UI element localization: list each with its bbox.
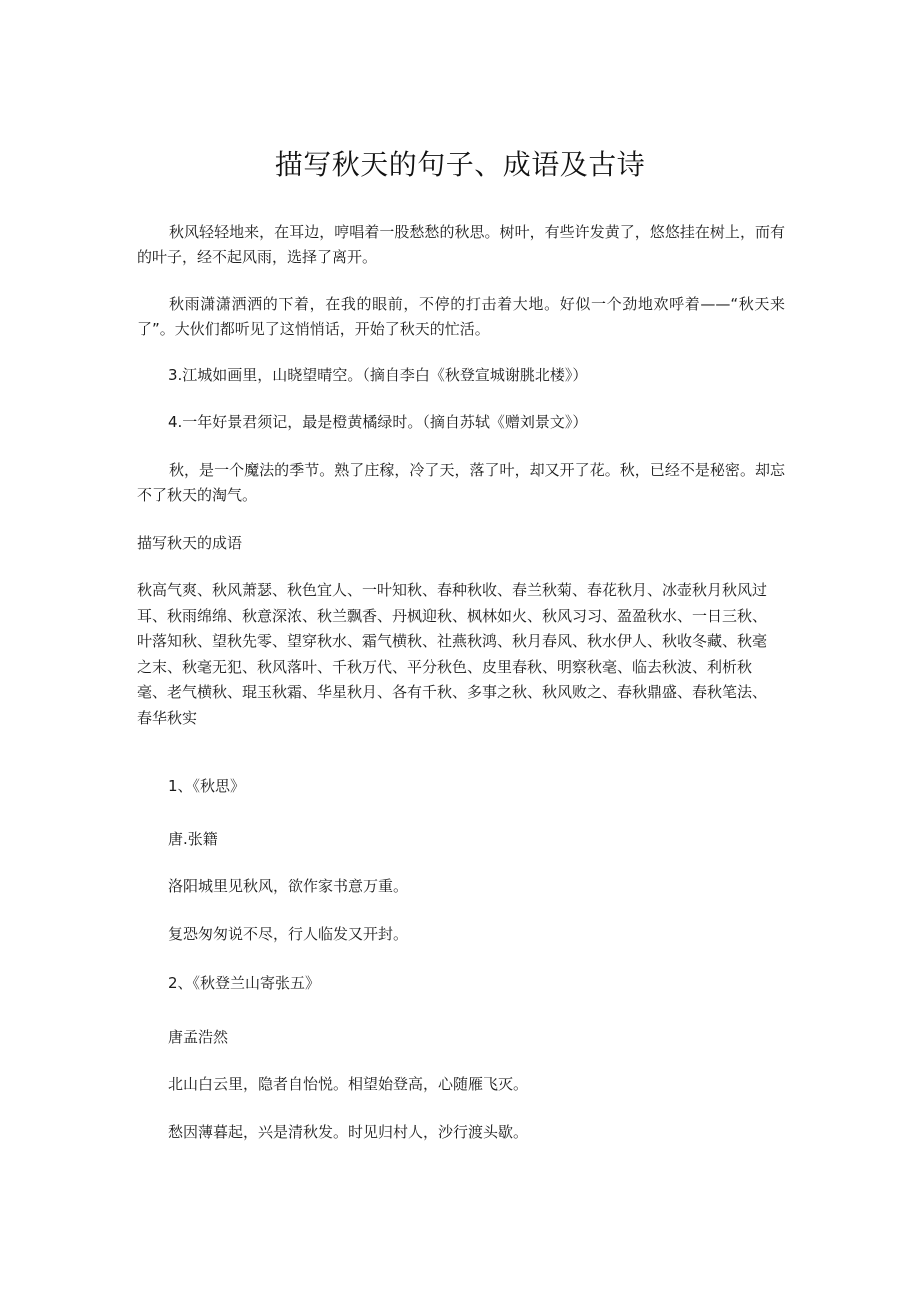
sentence-paragraph-5: 秋，是一个魔法的季节。熟了庄稼，冷了天，落了叶，却又开了花。秋，已经不是秘密。却忘不了秋天的淘气。: [137, 461, 785, 504]
page-title: 描写秋天的句子、成语及古诗: [274, 148, 646, 181]
idiom-list: 秋高气爽、秋风萧瑟、秋色宜人、一叶知秋、春种秋收、春兰秋菊、春花秋月、冰壶秋月秋风过耳、秋雨绵绵、秋意深浓、秋兰飘香、丹枫迎秋、枫林如火、秋风习习、盈盈秋水、一日三秋、叶落知秋、望秋先零、望穿秋水、霜气横秋、社燕秋鸿、秋月春风、秋水伊人、秋收冬藏、秋毫之末、秋毫无犯、秋风落叶、千秋万代、平分秋色、皮里春秋、明察秋毫、临去秋波、利析秋毫、老气横秋、琨玉秋霜、华星秋月、各有千秋、多事之秋、秋风败之、春秋鼎盛、春秋笔法、春华秋实: [137, 581, 768, 727]
sentence-paragraph-2: 秋雨潇潇洒洒的下着，在我的眼前，不停的打击着大地。好似一个劲地欢呼着——“秋天来了”。大伙们都听见了这悄悄话，开始了秋天的忙活。: [137, 295, 785, 338]
poem-2-author: 唐孟浩然: [168, 1028, 229, 1046]
poem-1-line-2: 复恐匆匆说不尽，行人临发又开封。: [168, 925, 409, 943]
poem-1-line-1: 洛阳城里见秋风，欲作家书意万重。: [168, 877, 409, 895]
poem-2-line-2: 愁因薄暮起，兴是清秋发。时见归村人，沙行渡头歇。: [168, 1123, 529, 1141]
idiom-heading: 描写秋天的成语: [137, 534, 243, 552]
poem-1-author: 唐.张籍: [168, 830, 218, 848]
poem-1-title: 1、《秋思》: [168, 777, 246, 795]
sentence-quote-4: 4.一年好景君须记，最是橙黄橘绿时。（摘自苏轼《赠刘景文》）: [168, 413, 588, 431]
poem-2-title: 2、《秋登兰山寄张五》: [168, 974, 321, 992]
sentence-quote-3: 3.江城如画里，山晓望晴空。（摘自李白《秋登宣城谢朓北楼》）: [168, 366, 588, 384]
sentence-paragraph-1: 秋风轻轻地来，在耳边，哼唱着一股愁愁的秋思。树叶，有些许发黄了，悠悠挂在树上，而有的叶子，经不起风雨，选择了离开。: [137, 223, 785, 266]
poem-2-line-1: 北山白云里，隐者自怡悦。相望始登高，心随雁飞灭。: [168, 1075, 529, 1093]
